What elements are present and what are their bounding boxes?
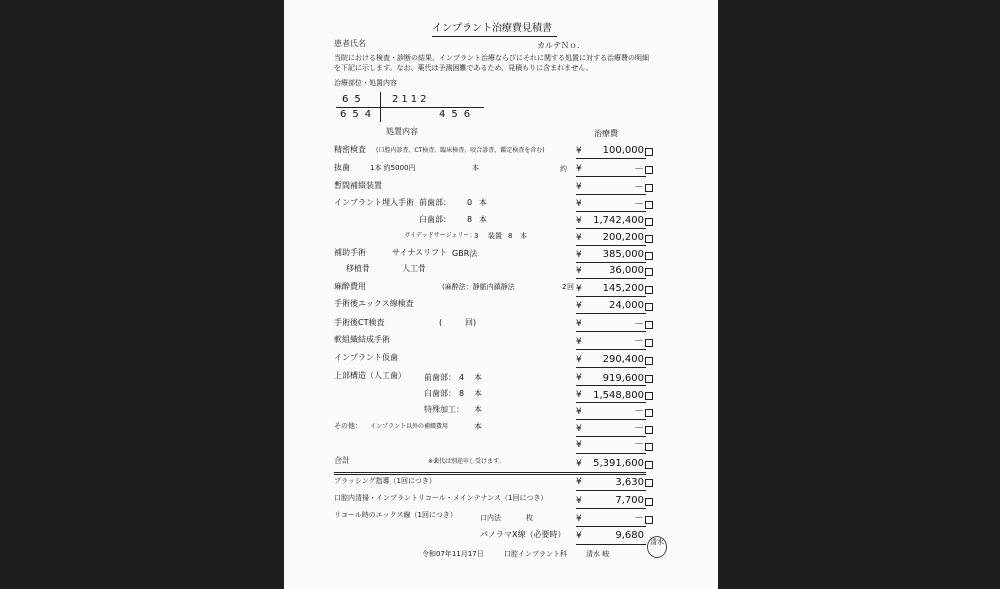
- intro-text-line-2: を下記に示します。なお、薬代は予測困難であるため、見積もりに含まれません。: [334, 64, 593, 72]
- teeth-lower-left: 456: [439, 109, 477, 120]
- seal-stamp: 清水: [647, 536, 667, 558]
- intro-text-line-1: 当院における検査・診断の結果、インプラント治療ならびにそれに関する処置に対する治療費の明細: [334, 54, 649, 62]
- footer-doctor: 清水 峻: [586, 550, 610, 558]
- teeth-upper-right: 65: [342, 94, 367, 105]
- document-title: インプラント治療費見積書: [432, 23, 552, 34]
- chart-number-label: カルテＮｏ.: [537, 41, 580, 50]
- treatment-site-label: 治療部位・処置内容: [334, 79, 397, 87]
- estimate-document: インプラント治療費見積書 患者氏名 カルテＮｏ. 当院における検査・診断の結果、インプラント治療ならびにそれに関する処置に対する治療費の明細 を下記に示します。なお、薬代は予測困難であるため、見積もりに含まれません。 治療部位・処置内容 65 2112 654 456 処置内容 治療費 精密検査 (口腔内診査、CT検査、臨床検査、咬合診査、鑑定検査を含む) ¥ 100,000 抜歯 1本 約5000円 本 約 ¥ － 暫間補綴装置 ¥ － インプラント埋入手術 前歯部： 0 本 ¥ － 臼歯部： 8 本 ¥ 1,742,400 ガイデッドサージェリー： 3 装置 8 本 ¥ 200,200 補助手術 サイナスリフト GBR法 ¥ 385,000 移植骨 人工骨 ¥ 36,000 麻酔費用 (麻酔法：静脈内鎮静法 2 回 ¥ 145,200 手術後エックス線検査 ¥ 24,000 手術後CT検査 ( 回) ¥ － 軟組織結成手術 ¥ － インプラント仮歯 ¥ 290,400 上部構造（人工歯） 前歯部： 4 本 ¥ 919,600 臼歯部： 8 本 ¥ 1,548,800 特殊加工： 本 ¥ － その他： インプラント以外の補綴費用 本 ¥ － ¥ － 合計 ※薬代は別途申し受けます。 ¥ 5,391,600 ブラッシング指導（1回につき） ¥ 3,630 口腔内清掃・インプラントリコール・メインテナンス（1回につき） ¥ 7,700 リコール時のエックス線（1回につき） 口内法 枚 ¥ － パノラマX線（必要時） ¥ 9,680 令和07年11月17日 口腔インプラント科 清水 峻 清水: [284, 0, 718, 589]
- column-header-fee: 治療費: [594, 129, 618, 138]
- footer-clinic: 口腔インプラント科: [504, 550, 567, 558]
- checkbox: [645, 148, 653, 156]
- teeth-lower-right: 654: [340, 109, 378, 120]
- column-header-content: 処置内容: [386, 127, 418, 136]
- footer-date: 令和07年11月17日: [422, 550, 484, 558]
- patient-name-label: 患者氏名: [334, 39, 366, 48]
- teeth-upper-left: 2112: [392, 94, 430, 105]
